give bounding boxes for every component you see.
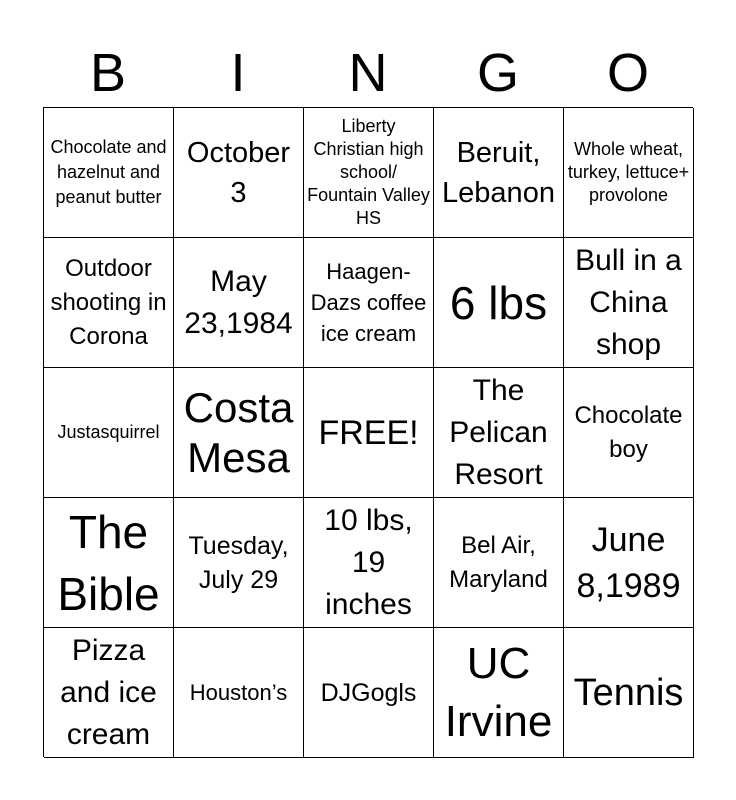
header-letter-g: G: [476, 43, 519, 103]
cell-text: May 23,1984: [184, 264, 293, 340]
bingo-cell-r1c4: [564, 238, 694, 368]
bingo-cell-r1c3: [434, 238, 564, 368]
cell-text: Chocolate boy: [574, 401, 683, 463]
bingo-cell-r0c3: [434, 108, 564, 238]
cell-text: Tennis: [573, 671, 684, 714]
cell-text: 10 lbs, 19 inches: [324, 503, 413, 621]
bingo-cell-r2c3: [434, 368, 564, 498]
cell-text: Bull in a China shop: [575, 243, 682, 361]
bingo-cell-r4c1: [174, 628, 304, 758]
cell-text: DJGogls: [320, 678, 417, 707]
cell-text: Outdoor shooting in Corona: [50, 254, 167, 350]
bingo-cell-r3c4: [564, 498, 694, 628]
cell-text: 6 lbs: [449, 276, 548, 329]
cell-text: Liberty Christian high school/ Fountain Valley HS: [307, 116, 430, 228]
header-letter-n: N: [348, 43, 388, 103]
bingo-grid: [43, 107, 693, 757]
header-letter-i: I: [230, 43, 246, 103]
cell-text: Chocolate and hazelnut and peanut butter: [50, 137, 167, 207]
cell-text: Houston’s: [189, 679, 288, 705]
bingo-cell-r1c2: [304, 238, 434, 368]
bingo-header: [43, 38, 693, 108]
cell-text: June 8,1989: [576, 520, 681, 605]
header-letter-b: B: [89, 43, 127, 103]
bingo-cell-r4c4: [564, 628, 694, 758]
bingo-cell-r3c2: [304, 498, 434, 628]
bingo-cell-r3c0: [44, 498, 174, 628]
cell-text: The Bible: [57, 505, 160, 620]
bingo-cell-r0c1: [174, 108, 304, 238]
cell-text: Justasquirrel: [57, 422, 160, 442]
bingo-cell-r2c2: [304, 368, 434, 498]
bingo-cell-r0c4: [564, 108, 694, 238]
bingo-cell-r1c0: [44, 238, 174, 368]
bingo-cell-r4c3: [434, 628, 564, 758]
bingo-cell-r0c2: [304, 108, 434, 238]
cell-text: Tuesday, July 29: [188, 531, 289, 594]
bingo-cell-r2c0: [44, 368, 174, 498]
bingo-cell-r4c0: [44, 628, 174, 758]
cell-text: FREE!: [318, 413, 419, 452]
bingo-cell-r3c3: [434, 498, 564, 628]
cell-text: Beruit, Lebanon: [442, 136, 555, 209]
bingo-cell-r2c4: [564, 368, 694, 498]
bingo-cell-r2c1: [174, 368, 304, 498]
cell-text: Haagen-Dazs coffee ice cream: [310, 259, 427, 346]
bingo-cell-r0c0: [44, 108, 174, 238]
bingo-cell-r1c1: [174, 238, 304, 368]
cell-text: Pizza and ice cream: [60, 633, 157, 751]
cell-text: October 3: [186, 136, 291, 209]
cell-text: Bel Air, Maryland: [449, 531, 548, 593]
cell-text: The Pelican Resort: [449, 373, 548, 491]
header-letter-o: O: [606, 43, 649, 103]
cell-text: Whole wheat, turkey, lettuce+ provolone: [567, 139, 690, 205]
cell-text: Costa Mesa: [183, 383, 294, 481]
bingo-cell-r4c2: [304, 628, 434, 758]
cell-text: UC Irvine: [444, 638, 553, 746]
bingo-cell-r3c1: [174, 498, 304, 628]
